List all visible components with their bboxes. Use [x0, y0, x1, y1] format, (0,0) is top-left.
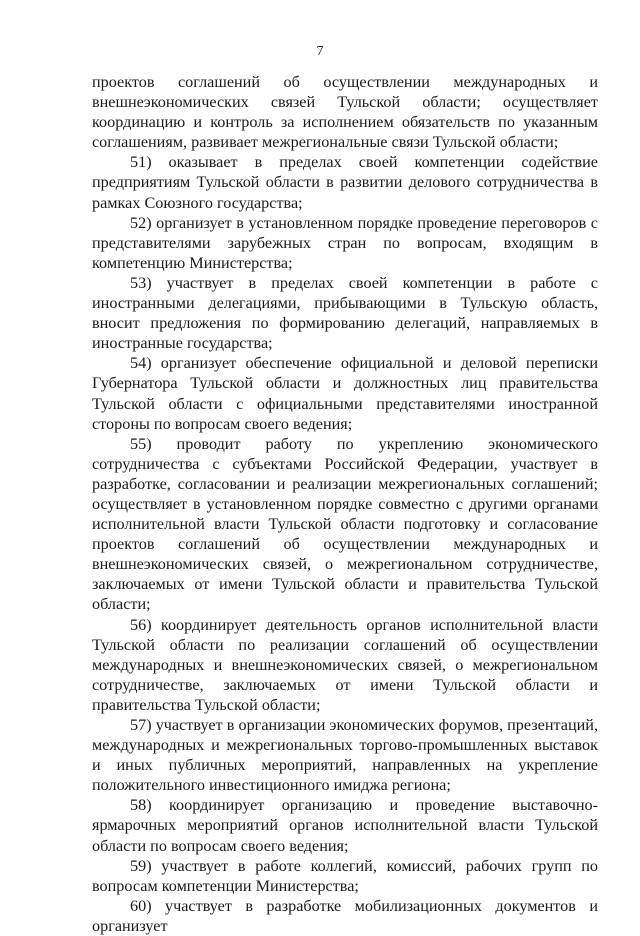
paragraph-item-58: 58) координирует организацию и проведение выставочно-ярмарочных мероприятий органов исполнительной власти Тульской области по вопросам своего ведения;	[92, 796, 598, 855]
paragraph-item-53: 53) участвует в пределах своей компетенции в работе с иностранными делегациями, прибывающими в Тульскую область, вносит предложения по формированию делегаций, направляемых в иностранные государства;	[92, 273, 598, 353]
paragraph-item-52: 52) организует в установленном порядке проведение переговоров с представителями зарубежных стран по вопросам, входящим в компетенцию Министерства;	[92, 213, 598, 272]
paragraph-item-57: 57) участвует в организации экономических форумов, презентаций, международных и межрегиональных торгово-промышленных выставок и иных публичных мероприятий, направленных на укрепление положительного инвестиционного имиджа региона;	[92, 716, 598, 795]
paragraph-item-59: 59) участвует в работе коллегий, комиссий, рабочих групп по вопросам компетенции Министерства;	[92, 856, 598, 895]
paragraph-item-60: 60) участвует в разработке мобилизационных документов и организует	[92, 896, 598, 935]
paragraph-continuation: проектов соглашений об осуществлении международных и внешнеэкономических связей Тульской области; осуществляет координацию и контроль за исполнением обязательств по указанным соглашениям, развивает межрегиональные связи Тульской области;	[92, 73, 598, 152]
paragraph-item-54: 54) организует обеспечение официальной и деловой переписки Губернатора Тульской области и должностных лиц правительства Тульской области с официальными представителями иностранной стороны по вопросам своего ведения;	[92, 354, 598, 433]
page-number: 7	[316, 44, 324, 59]
paragraph-item-51: 51) оказывает в пределах своей компетенции содействие предприятиям Тульской области в развитии делового сотрудничества в рамках Союзного государства;	[92, 153, 598, 212]
paragraph-item-56: 56) координирует деятельность органов исполнительной власти Тульской области по реализации соглашений об осуществлении международных и внешнеэкономических связей, о межрегиональном сотрудничестве, заключаемых от имени Тульской области и правительства Тульской области;	[92, 615, 598, 714]
paragraph-item-55: 55) проводит работу по укреплению экономического сотрудничества с субъектами Российской Федерации, участвует в разработке, согласовании и реализации межрегиональных соглашений; осуществляет в установленном порядке совместно с другими органами исполнительной власти Тульской области подготовку и согласование проектов соглашений об осуществлении международных и внешнеэкономических связей, о межрегиональном сотрудничестве, заключаемых от имени Тульской области и правительства Тульской области;	[92, 434, 598, 614]
document-text	[92, 72, 598, 936]
